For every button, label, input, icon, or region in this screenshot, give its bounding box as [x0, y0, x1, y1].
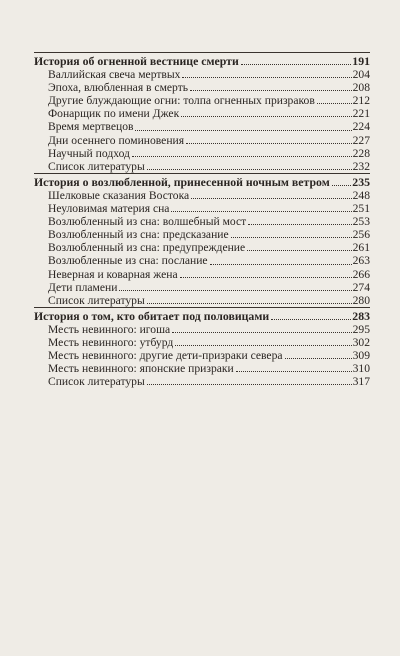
- dot-leader: [317, 103, 352, 104]
- chapter-title: История о том, кто обитает под половицами: [34, 308, 270, 323]
- dot-leader: [248, 224, 351, 225]
- entry-title: Месть невинного: японские призраки: [48, 362, 234, 376]
- toc-entry: [34, 241, 370, 254]
- dot-leader: [247, 250, 351, 251]
- entry-title: Месть невинного: утбурд: [48, 335, 174, 349]
- toc-entry: [34, 323, 370, 336]
- dot-leader: [332, 185, 352, 186]
- dot-leader: [175, 345, 351, 346]
- entry-title: Время мертвецов: [48, 120, 134, 134]
- chapter-title: История об огненной вестнице смерти: [34, 54, 239, 68]
- dot-leader: [182, 77, 351, 78]
- toc-entry: [34, 107, 370, 120]
- entry-title: Месть невинного: игоша: [48, 322, 171, 336]
- entry-title: Дни осеннего поминовения: [48, 133, 185, 147]
- toc-entry: [34, 120, 370, 133]
- table-of-contents: [34, 52, 370, 388]
- toc-entry: [34, 375, 370, 388]
- dot-leader: [186, 143, 352, 144]
- toc-entry: [34, 228, 370, 241]
- page-number: 274: [352, 280, 370, 294]
- toc-section: [34, 53, 370, 173]
- page-number: 317: [352, 375, 370, 389]
- toc-entry: [34, 81, 370, 94]
- toc-entry: [34, 160, 370, 173]
- toc-entry: [34, 94, 370, 107]
- dot-leader: [236, 371, 352, 372]
- entry-title: Возлюбленные из сна: послание: [48, 254, 208, 268]
- page-number: 224: [352, 120, 370, 134]
- page-number: 302: [352, 335, 370, 349]
- toc-entry: [34, 147, 370, 160]
- dot-leader: [190, 90, 352, 91]
- entry-title: Шелковые сказания Востока: [48, 188, 190, 202]
- toc-entry: [34, 362, 370, 375]
- entry-title: Научный подход: [48, 146, 130, 160]
- entry-title: Список литературы: [48, 293, 145, 307]
- toc-chapter: [34, 310, 370, 323]
- page-number: 263: [352, 254, 370, 268]
- page-number: 261: [352, 241, 370, 255]
- dot-leader: [231, 237, 352, 238]
- entry-title: Другие блуждающие огни: толпа огненных призраков: [48, 94, 315, 108]
- entry-title: Неуловимая материя сна: [48, 202, 170, 216]
- page-number: 235: [352, 174, 370, 189]
- toc-section: [34, 174, 370, 307]
- page-number: 266: [352, 267, 370, 281]
- page-number: 295: [352, 322, 370, 336]
- page-number: 221: [352, 107, 370, 121]
- toc-chapter: [34, 176, 370, 189]
- toc-entry: [34, 336, 370, 349]
- dot-leader: [210, 264, 352, 265]
- entry-title: Возлюбленный из сна: волшебный мост: [48, 215, 247, 229]
- toc-section: [34, 308, 370, 389]
- entry-title: Валлийская свеча мертвых: [48, 68, 181, 82]
- toc-entry: [34, 202, 370, 215]
- page-number: 228: [352, 146, 370, 160]
- dot-leader: [171, 211, 351, 212]
- entry-title: Список литературы: [48, 159, 145, 173]
- page-number: 309: [352, 349, 370, 363]
- page-number: 251: [352, 202, 370, 216]
- dot-leader: [147, 384, 352, 385]
- page-number: 248: [352, 188, 370, 202]
- entry-title: Возлюбленный из сна: предсказание: [48, 228, 229, 242]
- page-number: 232: [352, 159, 370, 173]
- dot-leader: [119, 290, 351, 291]
- dot-leader: [241, 64, 352, 65]
- toc-chapter: [34, 55, 370, 68]
- toc-entry: [34, 134, 370, 147]
- entry-title: Неверная и коварная жена: [48, 267, 178, 281]
- page-number: 204: [352, 68, 370, 82]
- page-number: 280: [352, 293, 370, 307]
- dot-leader: [181, 116, 351, 117]
- entry-title: Список литературы: [48, 375, 145, 389]
- dot-leader: [285, 358, 352, 359]
- page-number: 283: [352, 308, 370, 323]
- page-number: 310: [352, 362, 370, 376]
- toc-entry: [34, 189, 370, 202]
- toc-entry: [34, 215, 370, 228]
- dot-leader: [172, 332, 351, 333]
- dot-leader: [180, 277, 352, 278]
- page-number: 227: [352, 133, 370, 147]
- dot-leader: [147, 303, 352, 304]
- dot-leader: [135, 130, 351, 131]
- entry-title: Фонарщик по имени Джек: [48, 107, 180, 121]
- entry-title: Месть невинного: другие дети-призраки севера: [48, 349, 283, 363]
- dot-leader: [147, 169, 352, 170]
- dot-leader: [132, 156, 352, 157]
- toc-entry: [34, 349, 370, 362]
- toc-entry: [34, 68, 370, 81]
- entry-title: Эпоха, влюбленная в смерть: [48, 81, 189, 95]
- toc-entry: [34, 294, 370, 307]
- page-number: 253: [352, 215, 370, 229]
- toc-entry: [34, 254, 370, 267]
- page-number: 256: [352, 228, 370, 242]
- page-number: 208: [352, 81, 370, 95]
- page-number: 212: [352, 94, 370, 108]
- dot-leader: [191, 198, 351, 199]
- toc-entry: [34, 281, 370, 294]
- entry-title: Дети пламени: [48, 280, 118, 294]
- dot-leader: [271, 319, 351, 320]
- entry-title: Возлюбленный из сна: предупреждение: [48, 241, 246, 255]
- chapter-title: История о возлюбленной, принесенной ночным ветром: [34, 174, 330, 189]
- toc-entry: [34, 268, 370, 281]
- page-number: 191: [352, 54, 370, 68]
